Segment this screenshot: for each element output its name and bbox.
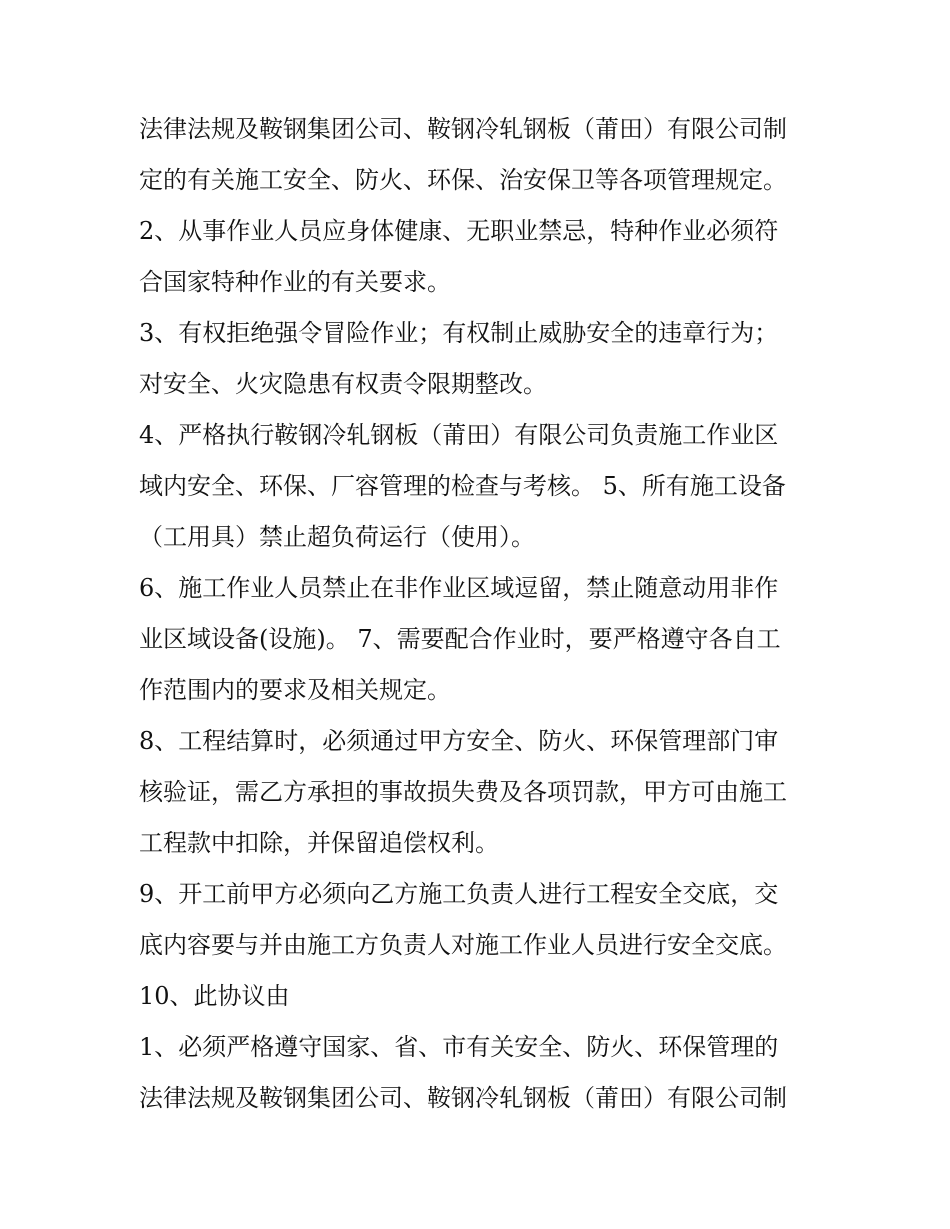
text-line: 法律法规及鞍钢集团公司、鞍钢冷轧钢板（莆田）有限公司制 — [139, 115, 787, 143]
text-line: 8、工程结算时，必须通过甲方安全、防火、环保管理部门审 — [139, 727, 779, 755]
text-line: 对安全、火灾隐患有权责令限期整改。 — [139, 370, 547, 398]
document-body — [139, 104, 829, 1124]
text-line: 3、有权拒绝强令冒险作业；有权制止威胁安全的违章行为； — [139, 319, 779, 347]
text-line: 4、严格执行鞍钢冷轧钢板（莆田）有限公司负责施工作业区 — [139, 421, 779, 449]
text-line: 业区域设备(设施)。 7、需要配合作业时，要严格遵守各自工 — [139, 625, 781, 653]
text-line: 定的有关施工安全、防火、环保、治安保卫等各项管理规定。 — [139, 166, 787, 194]
text-line: 1、必须严格遵守国家、省、市有关安全、防火、环保管理的 — [139, 1033, 779, 1061]
text-line: 域内安全、环保、厂容管理的检查与考核。 5、所有施工设备 — [139, 472, 786, 500]
text-line: （工用具）禁止超负荷运行（使用）。 — [139, 523, 535, 551]
text-line: 合国家特种作业的有关要求。 — [139, 268, 451, 296]
text-line: 底内容要与并由施工方负责人对施工作业人员进行安全交底。 — [139, 931, 787, 959]
text-line: 工程款中扣除，并保留追偿权利。 — [139, 829, 499, 857]
text-line: 9、开工前甲方必须向乙方施工负责人进行工程安全交底，交 — [139, 880, 779, 908]
text-line: 10、此协议由 — [139, 982, 290, 1010]
text-line: 作范围内的要求及相关规定。 — [139, 676, 451, 704]
text-line: 核验证，需乙方承担的事故损失费及各项罚款，甲方可由施工 — [139, 778, 787, 806]
text-line: 2、从事作业人员应身体健康、无职业禁忌，特种作业必须符 — [139, 217, 779, 245]
text-line: 6、施工作业人员禁止在非作业区域逗留，禁止随意动用非作 — [139, 574, 779, 602]
text-line: 法律法规及鞍钢集团公司、鞍钢冷轧钢板（莆田）有限公司制 — [139, 1084, 787, 1112]
